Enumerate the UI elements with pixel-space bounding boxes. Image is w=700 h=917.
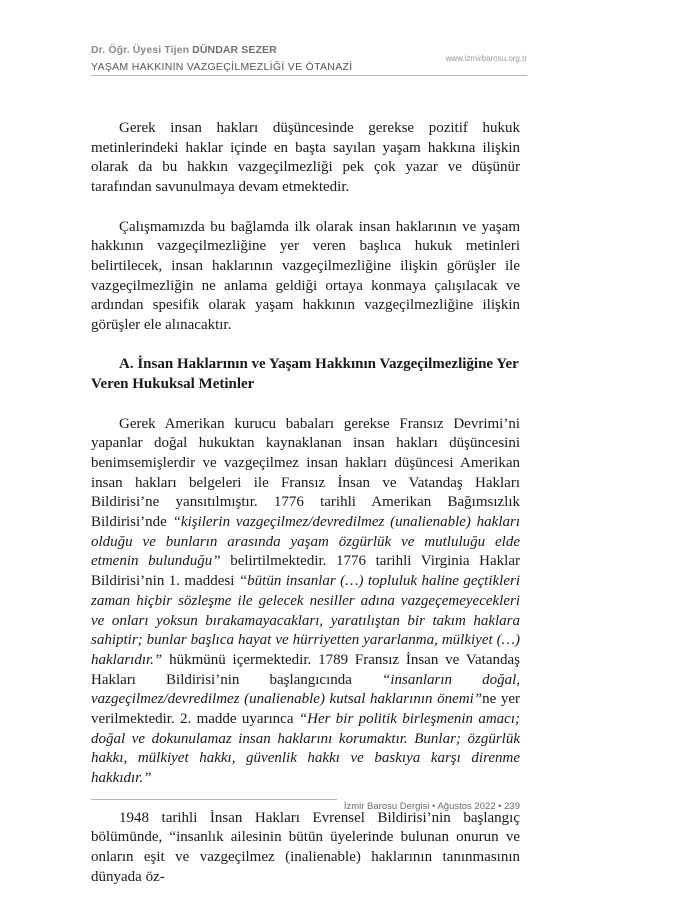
section-heading: A. İnsan Haklarının ve Yaşam Hakkının Vazgeçilmezliğine Yer Veren Hukuksal Metinler xyxy=(91,356,519,393)
paragraph-1: Gerek insan hakları düşüncesinde gerekse pozitif hukuk metinlerindeki haklar içinde en başta sayılan yaşam hakkına ilişkin olarak da bu hakkın vazgeçilmezliği pek çok yazar ve düşünür tarafından savunulmaya devam etmektedir. xyxy=(91,120,520,196)
header-rule xyxy=(91,75,527,76)
running-header xyxy=(91,44,527,84)
article-title: YAŞAM HAKKININ VAZGEÇİLMEZLİĞİ VE ÖTANAZİ xyxy=(91,61,353,73)
p3-text-4: ne yer verilmektedir. 2. madde uyarınca xyxy=(91,691,521,728)
website-link[interactable]: www.izmirbarosu.org.tr xyxy=(445,54,527,63)
paragraph-4: 1948 tarihli İnsan Hakları Evrensel Bildirisi’nin başlangıç bölümünde, “insanlık ailesinin bütün üyelerinde bulunan onurun ve onların eşit ve vazgeçilmez (inalienable) haklarının tanınmasının dünyada öz- xyxy=(91,809,520,885)
footer-rule xyxy=(91,799,337,800)
paragraph-2: Çalışmamızda bu bağlamda ilk olarak insan haklarının ve yaşam hakkının vazgeçilmezliğine yer veren başlıca hukuk metinleri belirtilecek, insan haklarının vazgeçilmezliğine ilişkin görüşler ile vazgeçilmezliğin ne anlama geldiği ortaya konmaya çalışılacak ve ardından spesifik olarak yaşam hakkının vazgeçilmezliğine ilişkin görüşler ele alınacaktır. xyxy=(91,218,520,334)
p3-quote-1: “kişilerin vazgeçilmez/devredilmez (unalienable) hakları olduğu ve bunların arasında yaşam özgürlük ve mutluluğu elde etmenin bulunduğu” xyxy=(91,514,521,570)
author-prefix: Dr. Öğr. Üyesi Tijen xyxy=(91,44,190,56)
author-surname: DÜNDAR SEZER xyxy=(192,44,277,56)
body-text xyxy=(91,119,520,887)
p3-text-3: hükmünü içermektedir. 1789 Fransız İnsan ve Vatandaş Hakları Bildirisi’nin başlangıcında xyxy=(91,651,520,688)
journal-folio: İzmir Barosu Dergisi • Ağustos 2022 • 239 xyxy=(343,801,520,812)
p3-quote-3: “insanların doğal, vazgeçilmez/devredilmez (unalienable) kutsal haklarının önemi” xyxy=(91,671,521,708)
p3-text-1: Gerek Amerikan kurucu babaları gerekse Fransız Devrimi’ni yapanlar doğal hukuktan kaynaklanan insan hakları düşüncesini benimsemişlerdir ve vazgeçilmez insan hakları düşüncesi Amerikan insan hakları belgeleri ile Fransız İnsan ve Vatandaş Hakları Bildirisi’ne yansıtılmıştır. 1776 tarihli Amerikan Bağımsızlık Bildirisi’nde xyxy=(91,415,520,531)
p3-text-2: belirtilmektedir. 1776 tarihli Virginia Haklar Bildirisi’nin 1. maddesi xyxy=(91,553,520,590)
p3-quote-2: “bütün insanlar (…) topluluk haline geçtikleri zaman hiçbir sözleşme ile gelecek nesiller adına vazgeçemeyecekleri ve onları yoksun bırakamayacakları, yaratılıştan bir takım haklara sahiptir; bunlar başlıca hayat ve hürriyetten yararlanma, mülkiyet (…) haklarıdır.” xyxy=(91,573,521,668)
running-footer xyxy=(91,799,520,819)
paragraph-3 xyxy=(91,415,520,789)
p3-quote-4: “Her bir politik birleşmenin amacı; doğal ve dokunulamaz insan haklarını korumaktır. Bunlar; özgürlük hakkı, mülkiyet hakkı, güvenlik hakkı ve baskıya karşı direnme hakkıdır.” xyxy=(91,711,521,787)
author-line xyxy=(91,44,277,56)
